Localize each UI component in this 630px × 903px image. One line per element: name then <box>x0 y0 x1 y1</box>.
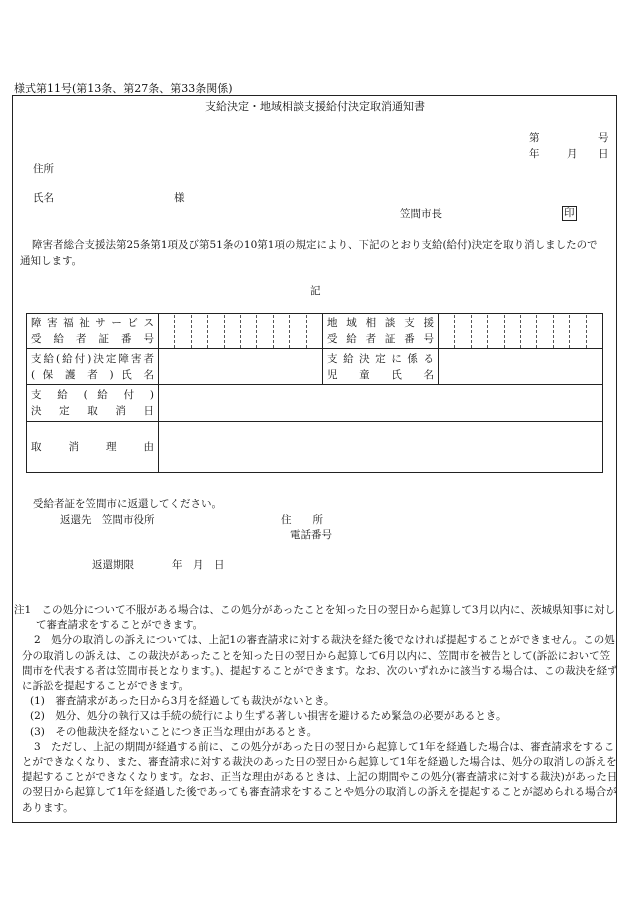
ki-heading: 記 <box>310 285 321 297</box>
number-label-go: 号 <box>598 132 609 144</box>
return-instruction: 受給者証を笠間市に返還してください。 <box>33 498 222 510</box>
table-row <box>27 349 603 385</box>
table-row <box>27 422 603 473</box>
return-destination: 返還先 笠間市役所 <box>60 514 155 526</box>
cancellation-date-label: 支 給 ( 給 付 ) 決 定 取 消 日 <box>27 385 159 422</box>
name-label: 氏名 <box>33 192 54 204</box>
return-deadline-label: 返還期限 <box>92 559 134 571</box>
return-address-label: 住 所 <box>281 514 323 526</box>
note-2: 2 処分の取消しの訴えについては、上記1の審査請求に対する裁決を経た後でなければ提起することができません。この処分の取消しの訴えは、この裁決があったことを知った日の翌日から起算して6月以内に、笠間市を被告として(訴訟において笠間市を代表する者は笠間市長となります。)、提起することができます。なお、次のいずれかに該当する場合は、この裁決を経ずに訴訟を提起することができます。 <box>22 634 618 693</box>
honorific: 様 <box>174 192 185 204</box>
note-1: 注1 この処分について不服がある場合は、この処分があったことを知った日の翌日から起算して3月以内に、茨城県知事に対して審査請求をすることができます。 <box>14 604 616 632</box>
note-2-item-1: (1) 審査請求があった日から3月を経過しても裁決がないとき。 <box>30 695 335 708</box>
service-recipient-number-label: 障害福祉サービス 受 給 者 証 番 号 <box>27 314 159 349</box>
date-day-label: 日 <box>598 148 609 160</box>
notes-section <box>14 603 618 816</box>
table-row <box>27 314 603 349</box>
note-2-item-3: (3) その他裁決を経ないことにつき正当な理由があるとき。 <box>30 725 318 738</box>
cancellation-reason-label: 取 消 理 由 <box>27 422 159 473</box>
beneficiary-name-field[interactable] <box>159 349 323 385</box>
return-deadline-date: 年 月 日 <box>172 559 225 571</box>
info-table <box>26 313 603 473</box>
address-label: 住所 <box>33 163 54 175</box>
date-month-label: 月 <box>567 148 578 160</box>
child-name-label: 支 給 決 定 に 係 る 児 童 氏 名 <box>323 349 439 385</box>
form-number: 様式第11号(第13条、第27条、第33条関係) <box>14 82 233 95</box>
note-3: 3 ただし、上記の期間が経過する前に、この処分があった日の翌日から起算して1年を経過した場合は、審査請求をすることができなくなり、また、審査請求に対する裁決のあった日の翌日から起算して1年を経過した場合は、処分の取消しの訴えを提起することができなくなります。なお、正当な理由があるときは、上記の期間やこの処分(審査請求に対する裁決)があった日の翌日から起算して1年を経過した後であっても審査請求をすることや処分の取消しの訴えを提起することが認められる場合があります。 <box>22 740 618 814</box>
return-phone-label: 電話番号 <box>290 529 332 541</box>
issuer-name: 笠間市長 <box>400 208 442 220</box>
consult-recipient-number-label: 地 域 相 談 支 援 受 給 者 証 番 号 <box>323 314 439 349</box>
cancellation-date-field[interactable] <box>159 385 603 422</box>
document-title: 支給決定・地域相談支援給付決定取消通知書 <box>205 100 425 113</box>
cancellation-reason-field[interactable] <box>159 422 603 473</box>
child-name-field[interactable] <box>439 349 603 385</box>
beneficiary-name-label: 支給(給付)決定障害者 ( 保 護 者 ) 氏 名 <box>27 349 159 385</box>
table-row <box>27 385 603 422</box>
date-year-label: 年 <box>529 148 540 160</box>
notice-body-text: 障害者総合支援法第25条第1項及び第51条の10第1項の規定により、下記のとおり支給(給付)決定を取り消しましたので通知します。 <box>20 239 598 267</box>
service-recipient-number-field[interactable] <box>159 314 323 349</box>
number-label-dai: 第 <box>529 132 540 144</box>
consult-recipient-number-field[interactable] <box>439 314 603 349</box>
note-2-item-2: (2) 処分、処分の執行又は手続の続行により生ずる著しい損害を避けるため緊急の必要があるとき。 <box>30 710 507 723</box>
seal-mark: 印 <box>564 207 575 219</box>
